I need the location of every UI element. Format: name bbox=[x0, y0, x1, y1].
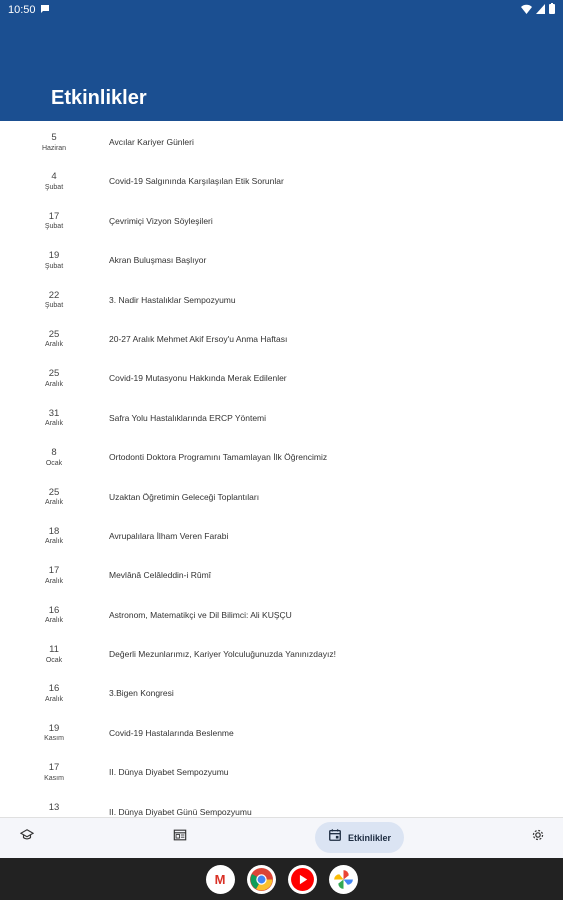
event-day: 22 bbox=[48, 289, 60, 301]
event-title: Covid-19 Hastalarında Beslenme bbox=[109, 727, 234, 738]
event-month: Aralık bbox=[45, 341, 63, 349]
calendar-icon bbox=[328, 828, 342, 847]
event-day: 8 bbox=[51, 447, 57, 459]
event-month: Aralık bbox=[45, 538, 63, 546]
event-month: Kasım bbox=[44, 735, 64, 743]
list-item[interactable] bbox=[0, 121, 563, 160]
event-month: Şubat bbox=[44, 302, 64, 310]
event-title: Avcılar Kariyer Günleri bbox=[109, 137, 194, 147]
status-time: 10:50 bbox=[8, 4, 36, 16]
event-month: Şubat bbox=[44, 262, 64, 270]
event-date bbox=[30, 291, 78, 310]
page-title: Etkinlikler bbox=[51, 87, 147, 109]
list-item[interactable] bbox=[0, 160, 563, 199]
event-title: 3. Nadir Hastalıklar Sempozyumu bbox=[109, 294, 236, 305]
events-list bbox=[0, 121, 563, 817]
event-day: 16 bbox=[48, 683, 60, 695]
event-month: Şubat bbox=[44, 223, 64, 231]
event-day: 5 bbox=[51, 132, 57, 143]
event-title: 20-27 Aralık Mehmet Akif Ersoy'u Anma Haftası bbox=[109, 333, 288, 344]
event-month: Haziran bbox=[41, 144, 67, 152]
app-bar bbox=[0, 20, 563, 121]
list-item[interactable] bbox=[0, 318, 563, 357]
event-title: Covid-19 Mutasyonu Hakkında Merak Edilenler bbox=[109, 373, 287, 384]
signal-icon bbox=[536, 4, 545, 17]
list-item[interactable] bbox=[0, 476, 563, 515]
event-title: Uzaktan Öğretimin Geleceği Toplantıları bbox=[109, 491, 260, 502]
event-date bbox=[30, 724, 78, 743]
event-month: Şubat bbox=[44, 183, 64, 191]
gmail-glyph: M bbox=[214, 871, 226, 887]
event-date bbox=[30, 330, 78, 349]
event-date bbox=[30, 803, 78, 815]
event-month: Aralık bbox=[45, 499, 63, 507]
list-item[interactable] bbox=[0, 397, 563, 436]
event-date bbox=[30, 763, 78, 782]
event-date bbox=[30, 645, 78, 664]
chrome-icon[interactable] bbox=[247, 865, 276, 894]
event-date bbox=[30, 488, 78, 507]
event-month: Aralık bbox=[45, 420, 63, 428]
event-title: II. Dünya Diyabet Sempozyumu bbox=[109, 767, 229, 778]
list-item[interactable] bbox=[0, 239, 563, 278]
list-item[interactable] bbox=[0, 594, 563, 633]
list-item[interactable] bbox=[0, 791, 563, 817]
event-month: Ocak bbox=[45, 656, 63, 664]
bottom-nav bbox=[0, 817, 563, 858]
newspaper-icon bbox=[173, 828, 187, 847]
event-day: 25 bbox=[48, 328, 60, 340]
event-title: II. Dünya Diyabet Günü Sempozyumu bbox=[109, 806, 252, 817]
event-title: 3.Bigen Kongresi bbox=[109, 688, 174, 699]
battery-icon bbox=[549, 3, 555, 17]
list-item[interactable] bbox=[0, 633, 563, 672]
event-day: 17 bbox=[48, 210, 60, 222]
event-month: Aralık bbox=[45, 695, 63, 703]
nav-item-news[interactable] bbox=[167, 822, 193, 853]
event-date bbox=[30, 448, 78, 467]
photos-icon[interactable] bbox=[329, 865, 358, 894]
nav-item-education[interactable] bbox=[14, 822, 40, 853]
event-title: Astronom, Matematikçi ve Dil Bilimci: Ali KUŞÇU bbox=[109, 609, 292, 620]
event-date bbox=[30, 369, 78, 388]
event-month: Kasım bbox=[44, 774, 64, 782]
nav-item-events[interactable] bbox=[315, 822, 404, 853]
event-day: 17 bbox=[48, 762, 60, 774]
event-title: Akran Buluşması Başlıyor bbox=[109, 255, 207, 266]
event-month: Ocak bbox=[45, 459, 63, 467]
event-date bbox=[30, 566, 78, 585]
event-day: 25 bbox=[48, 368, 60, 380]
nav-item-events-label: Etkinlikler bbox=[347, 832, 392, 843]
event-title: Avrupalılara İlham Veren Farabi bbox=[109, 530, 229, 541]
event-title: Ortodonti Doktora Programını Tamamlayan İlk Öğrencimiz bbox=[109, 452, 328, 463]
list-item[interactable] bbox=[0, 515, 563, 554]
wifi-icon bbox=[521, 4, 532, 17]
event-date bbox=[30, 212, 78, 231]
gmail-icon[interactable] bbox=[206, 865, 235, 894]
list-item[interactable] bbox=[0, 712, 563, 751]
event-date bbox=[30, 251, 78, 270]
graduation-cap-icon bbox=[20, 828, 34, 847]
event-month: Aralık bbox=[45, 617, 63, 625]
event-title: Mevlânâ Celâleddin-i Rûmî bbox=[109, 570, 212, 581]
event-title: Değerli Mezunlarımız, Kariyer Yolculuğunuzda Yanınızdayız! bbox=[109, 649, 336, 660]
list-item[interactable] bbox=[0, 279, 563, 318]
event-day: 13 bbox=[48, 801, 60, 813]
event-date bbox=[30, 527, 78, 546]
event-day: 19 bbox=[48, 722, 60, 734]
list-item[interactable] bbox=[0, 200, 563, 239]
message-icon bbox=[40, 4, 50, 17]
event-month: Aralık bbox=[45, 577, 63, 585]
event-day: 31 bbox=[48, 407, 60, 419]
nav-item-settings[interactable] bbox=[525, 822, 551, 853]
status-bar bbox=[0, 0, 563, 20]
youtube-icon[interactable] bbox=[288, 865, 317, 894]
event-date bbox=[30, 606, 78, 625]
list-item[interactable] bbox=[0, 436, 563, 475]
gear-icon bbox=[531, 828, 545, 847]
list-item[interactable] bbox=[0, 751, 563, 790]
event-day: 11 bbox=[49, 644, 59, 656]
event-date bbox=[30, 172, 78, 191]
event-title: Covid-19 Salgınında Karşılaşılan Etik Sorunlar bbox=[109, 176, 284, 187]
event-day: 16 bbox=[48, 604, 60, 616]
event-day: 4 bbox=[51, 171, 57, 183]
list-item[interactable] bbox=[0, 357, 563, 396]
list-item[interactable] bbox=[0, 554, 563, 593]
event-day: 18 bbox=[48, 525, 60, 537]
event-day: 25 bbox=[48, 486, 60, 498]
event-title: Safra Yolu Hastalıklarında ERCP Yöntemi bbox=[109, 412, 267, 423]
event-day: 19 bbox=[48, 250, 60, 262]
event-date bbox=[30, 133, 78, 152]
event-title: Çevrimiçi Vizyon Söyleşileri bbox=[109, 215, 213, 226]
app-dock bbox=[0, 858, 563, 900]
event-month: Aralık bbox=[45, 380, 63, 388]
list-item[interactable] bbox=[0, 672, 563, 711]
event-day: 17 bbox=[48, 565, 60, 577]
event-date bbox=[30, 409, 78, 428]
event-date bbox=[30, 684, 78, 703]
